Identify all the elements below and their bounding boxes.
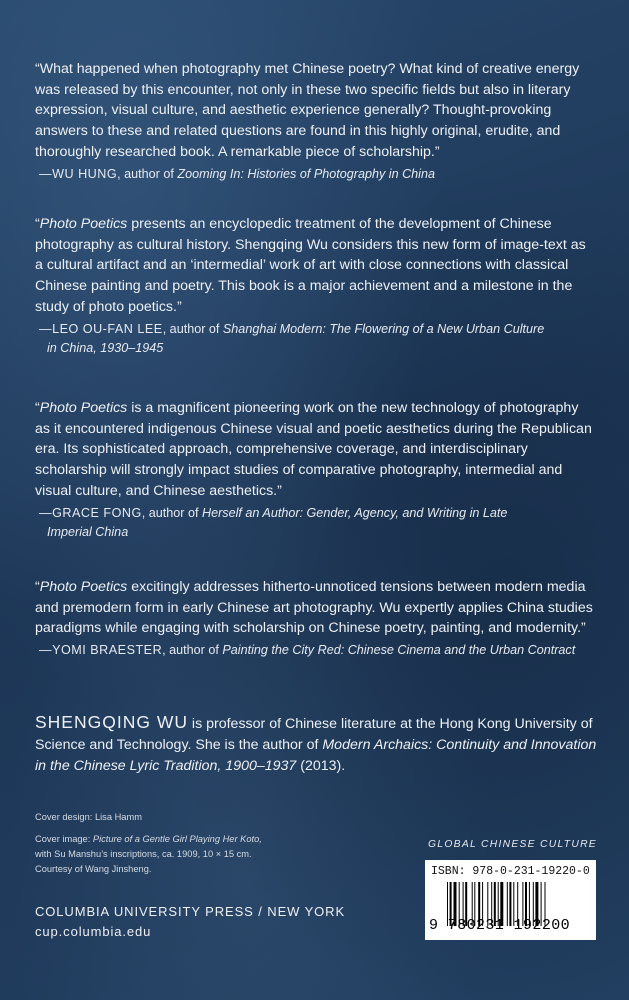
author-book: Shanghai Modern: The Flowering of a New Urban Culture xyxy=(222,321,545,336)
bio-author-name: SHENGQING WU xyxy=(35,712,188,732)
isbn-barcode xyxy=(425,860,596,940)
barcode-digits: 9 780231 192200 xyxy=(429,917,571,934)
blurb-attribution: —GRACE FONG, author of Herself an Author: Gender, Agency, and Writing in Late Imperial China xyxy=(39,504,595,542)
author-name: —WU HUNG xyxy=(39,166,118,181)
blurb-wu-hung xyxy=(35,59,595,184)
blurb-leo-ou-fan-lee xyxy=(35,214,595,358)
series-title: GLOBAL CHINESE CULTURE xyxy=(428,839,597,850)
author-book: Painting the City Red: Chinese Cinema and the Urban Contract xyxy=(222,643,576,658)
blurb-attribution: —WU HUNG, author of Zooming In: Histories of Photography in China xyxy=(39,166,435,181)
blurb-quote: “What happened when photography met Chinese poetry? What kind of creative energy was released by this encounter, not only in these two specific fields but also in literary expression, visual culture, and aesthetic experience generally? Thought-provoking answers to these and related questions are found in this highly original, erudite, and thoroughly researched book. A remarkable piece of scholarship.” xyxy=(35,61,580,160)
author-book: Herself an Author: Gender, Agency, and Writing in Late xyxy=(201,505,508,520)
blurb-quote: “Photo Poetics is a magnificent pioneering work on the new technology of photography as it encountered indigenous Chinese visual and poetic aesthetics during the Republican era. Its sophisticated approach, comprehensive coverage, and interdisciplinary scholarship will strongly impact studies of comparative photography, intermedial and visual culture, and Chinese aesthetics.” xyxy=(35,400,592,499)
isbn-label: ISBN: 978-0-231-19220-0 xyxy=(431,865,590,878)
blurb-grace-fong xyxy=(35,398,595,542)
bio-book-title: Modern Archaics: Continuity and Innovation in the Chinese Lyric Tradition, 1900–1937 xyxy=(35,737,597,774)
author-name: —YOMI BRAESTER xyxy=(39,643,163,658)
blurb-attribution: —YOMI BRAESTER, author of Painting the City Red: Chinese Cinema and the Urban Contract xyxy=(39,643,576,658)
blurb-quote: “Photo Poetics presents an encyclopedic treatment of the development of Chinese photography as cultural history. Shengqing Wu considers this new form of image-text as a cultural artifact and an ‘intermedial’ work of art with close connections with classical Chinese painting and poetry. This book is a major achievement and a milestone in the study of photo poetics.” xyxy=(35,216,586,315)
author-book-cont: in China, 1930–1945 xyxy=(47,340,164,355)
author-bio: SHENGQING WU is professor of Chinese literature at the Hong Kong University of Science and Technology. She is the author of Modern Archaics: Continuity and Innovation in the Chinese Lyric Tradition, 1900–1937 (2013). xyxy=(35,712,597,774)
publisher-name: COLUMBIA UNIVERSITY PRESS / NEW YORK xyxy=(35,904,346,919)
cover-design-credit: Cover design: Lisa Hamm xyxy=(35,812,142,822)
cover-image-credit: Cover image: Picture of a Gentle Girl Playing Her Koto, with Su Manshu’s inscriptions, ca. 1909, 10 × 15 cm. Courtesy of Wang Jinsheng. xyxy=(35,834,262,874)
author-book-cont: Imperial China xyxy=(47,524,129,539)
blurb-attribution: —LEO OU-FAN LEE, author of Shanghai Modern: The Flowering of a New Urban Culture in China, 1930–1945 xyxy=(39,320,595,358)
blurb-yomi-braester xyxy=(35,577,595,660)
author-name: —LEO OU-FAN LEE xyxy=(39,321,163,336)
publisher-url: cup.columbia.edu xyxy=(35,924,152,939)
author-book: Zooming In: Histories of Photography in China xyxy=(177,166,435,181)
publisher xyxy=(35,902,345,942)
blurb-quote: “Photo Poetics excitingly addresses hitherto-unnoticed tensions between modern media and premodern form in early Chinese art photography. Wu expertly applies China studies paradigms while engaging with scholarship on Chinese poetry, painting, and modernity.” xyxy=(35,579,593,637)
author-name: —GRACE FONG xyxy=(39,505,142,520)
